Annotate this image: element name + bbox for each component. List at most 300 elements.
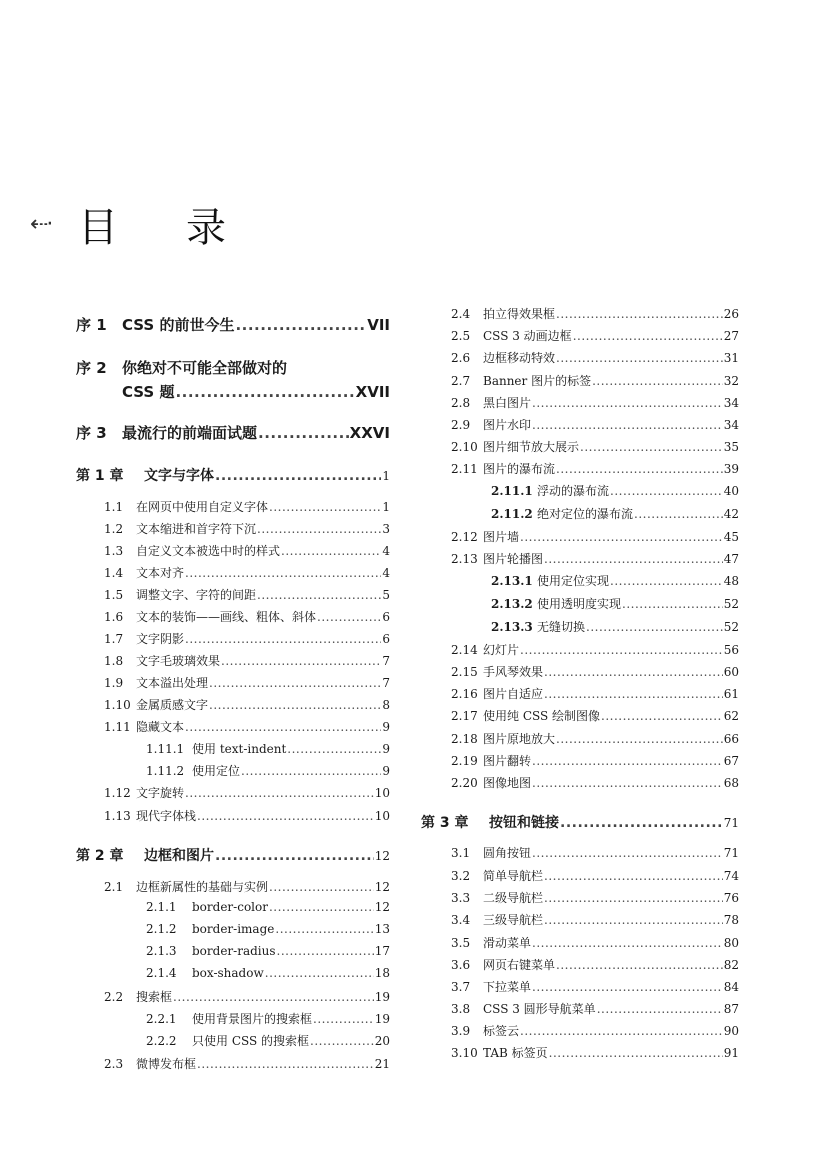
toc-entry-number: 第 1 章 xyxy=(76,468,124,484)
toc-entry-title: 图片自适应 xyxy=(483,687,544,701)
toc-entry-page: 4 xyxy=(382,544,390,558)
toc-entry-page: 4 xyxy=(382,566,390,580)
toc-entry-title: 标签云 xyxy=(483,1024,520,1038)
toc-leader-dots xyxy=(287,742,381,756)
toc-entry-number: 2.11 xyxy=(451,462,478,476)
toc-entry-page: 84 xyxy=(723,980,739,994)
toc-entry[interactable] xyxy=(104,878,390,895)
toc-leader-dots xyxy=(197,1057,374,1071)
toc-leader-dots xyxy=(556,351,723,365)
toc-entry-title: 按钮和链接 xyxy=(489,815,559,831)
toc-leader-dots xyxy=(580,440,723,454)
toc-entry[interactable] xyxy=(104,498,390,515)
toc-entry-title: 使用定位 xyxy=(192,764,241,778)
toc-entry-number: 2.2.1 xyxy=(146,1012,177,1026)
toc-entry-title: 黑白图片 xyxy=(483,396,532,410)
toc-entry[interactable] xyxy=(76,465,390,485)
toc-entry-page: 52 xyxy=(723,597,739,611)
toc-entry[interactable] xyxy=(104,542,390,559)
toc-entry[interactable] xyxy=(122,381,390,402)
toc-leader-dots xyxy=(185,720,381,734)
toc-entry-page: 56 xyxy=(723,643,739,657)
toc-entry-page: 34 xyxy=(723,418,739,432)
toc-entry-number: 1.6 xyxy=(104,610,124,624)
toc-entry[interactable] xyxy=(421,812,739,832)
toc-entry[interactable] xyxy=(451,889,739,906)
toc-entry[interactable] xyxy=(491,505,739,522)
toc-leader-dots xyxy=(549,1046,723,1060)
toc-entry[interactable] xyxy=(451,349,739,366)
toc-entry-title: 使用透明度实现 xyxy=(537,597,622,611)
toc-entry-title: 文本溢出处理 xyxy=(136,676,209,690)
toc-entry-page: 67 xyxy=(723,754,739,768)
toc-entry-number: 2.13.2 xyxy=(491,597,533,611)
toc-entry-title: 文本的装饰——画线、粗体、斜体 xyxy=(136,610,317,624)
toc-entry-title: 二级导航栏 xyxy=(483,891,544,905)
toc-entry-number: 2.20 xyxy=(451,776,478,790)
toc-leader-dots xyxy=(544,665,723,679)
toc-entry-page: 76 xyxy=(723,891,739,905)
toc-entry-number: 3.2 xyxy=(451,869,471,883)
toc-entry[interactable] xyxy=(76,314,390,335)
toc-entry-title: 图片水印 xyxy=(483,418,532,432)
toc-entry-number: 2.7 xyxy=(451,374,471,388)
toc-entry-page: XXVI xyxy=(349,424,390,442)
toc-entry-title: 使用背景图片的搜索框 xyxy=(192,1012,313,1026)
toc-entry-number: 2.11.1 xyxy=(491,484,533,498)
toc-entry-page: 7 xyxy=(382,676,390,690)
toc-leader-dots xyxy=(235,316,366,334)
toc-entry-page: 12 xyxy=(374,880,390,894)
toc-entry-number: 2.9 xyxy=(451,418,471,432)
toc-entry-page: 26 xyxy=(723,307,739,321)
toc-entry[interactable] xyxy=(146,900,390,914)
page-title xyxy=(30,196,294,253)
toc-entry[interactable] xyxy=(104,608,390,625)
toc-entry-number: 2.13.3 xyxy=(491,620,533,634)
toc-leader-dots xyxy=(544,913,723,927)
toc-leader-dots xyxy=(265,966,374,980)
toc-leader-dots xyxy=(209,676,381,690)
toc-entry[interactable] xyxy=(451,438,739,455)
toc-entry-title: 图片轮播图 xyxy=(483,552,544,566)
toc-entry-number: 2.2.2 xyxy=(146,1034,177,1048)
toc-entry-page: 6 xyxy=(382,610,390,624)
toc-entry-number: 1.2 xyxy=(104,522,124,536)
toc-entry-number: 3.10 xyxy=(451,1046,478,1060)
toc-entry-number: 序 2 xyxy=(76,359,107,377)
toc-entry[interactable] xyxy=(104,674,390,691)
toc-entry-number: 第 2 章 xyxy=(76,848,124,864)
toc-entry-page: 61 xyxy=(723,687,739,701)
toc-entry-number: 序 1 xyxy=(76,316,107,334)
toc-entry[interactable] xyxy=(451,978,739,995)
toc-entry-page: 47 xyxy=(723,552,739,566)
toc-entry-number: 2.5 xyxy=(451,329,471,343)
toc-entry[interactable] xyxy=(451,1044,739,1061)
toc-leader-dots xyxy=(532,418,723,432)
toc-leader-dots xyxy=(532,936,723,950)
toc-entry[interactable] xyxy=(76,357,390,378)
toc-entry-number: 3.7 xyxy=(451,980,471,994)
toc-leader-dots xyxy=(544,869,723,883)
toc-entry[interactable] xyxy=(104,696,390,713)
toc-entry-page: 40 xyxy=(723,484,739,498)
toc-entry-number: 3.3 xyxy=(451,891,471,905)
toc-entry-title: 圆角按钮 xyxy=(483,846,532,860)
toc-entry-title: 边框新属性的基础与实例 xyxy=(136,880,269,894)
toc-entry[interactable] xyxy=(451,528,739,545)
toc-entry[interactable] xyxy=(146,740,390,757)
toc-leader-dots xyxy=(556,732,723,746)
toc-leader-dots xyxy=(209,698,381,712)
toc-entry[interactable] xyxy=(146,966,390,980)
toc-entry-title: 使用 text-indent xyxy=(192,742,287,756)
toc-entry[interactable] xyxy=(451,550,739,567)
toc-entry-title: 图片的瀑布流 xyxy=(483,462,556,476)
toc-entry[interactable] xyxy=(451,327,739,344)
toc-entry-number: 2.2 xyxy=(104,990,124,1004)
toc-entry-page: 32 xyxy=(723,374,739,388)
toc-entry[interactable] xyxy=(451,1022,739,1039)
toc-entry-title: 文字与字体 xyxy=(144,468,214,484)
toc-entry-page: 9 xyxy=(382,764,390,778)
toc-entry-page: 35 xyxy=(723,440,739,454)
toc-entry-number: 序 3 xyxy=(76,424,107,442)
toc-entry-number: 2.12 xyxy=(451,530,478,544)
toc-entry-number: 2.19 xyxy=(451,754,478,768)
toc-entry-page: 10 xyxy=(374,809,390,823)
toc-entry-title: 微博发布框 xyxy=(136,1057,197,1071)
toc-entry-number: 1.13 xyxy=(104,809,131,823)
toc-entry-number: 1.1 xyxy=(104,500,124,514)
toc-leader-dots xyxy=(532,754,723,768)
toc-entry-title: 你绝对不可能全部做对的 xyxy=(122,359,288,377)
toc-entry-title: 使用纯 CSS 绘制图像 xyxy=(483,709,601,723)
toc-entry[interactable] xyxy=(451,867,739,884)
toc-entry[interactable] xyxy=(104,784,390,801)
toc-entry-title: 简单导航栏 xyxy=(483,869,544,883)
toc-entry-title: 图像地图 xyxy=(483,776,532,790)
toc-entry-page: 31 xyxy=(723,351,739,365)
toc-entry[interactable] xyxy=(451,752,739,769)
toc-leader-dots xyxy=(185,632,381,646)
toc-heading: 目录 xyxy=(78,205,294,251)
toc-entry-number: 2.14 xyxy=(451,643,478,657)
toc-entry-page: 17 xyxy=(374,944,390,958)
toc-leader-dots xyxy=(173,990,374,1004)
toc-leader-dots xyxy=(197,809,374,823)
toc-entry-title: 绝对定位的瀑布流 xyxy=(537,507,634,521)
toc-entry-title: CSS 的前世今生 xyxy=(122,316,235,334)
toc-entry-number: 3.1 xyxy=(451,846,471,860)
toc-entry[interactable] xyxy=(104,586,390,603)
toc-entry-number: 1.7 xyxy=(104,632,124,646)
toc-entry-number: 1.3 xyxy=(104,544,124,558)
toc-entry[interactable] xyxy=(451,663,739,680)
toc-entry-page: VII xyxy=(367,316,390,334)
toc-entry-page: 34 xyxy=(723,396,739,410)
toc-leader-dots xyxy=(257,588,381,602)
toc-entry-number: 1.12 xyxy=(104,786,131,800)
toc-entry-number: 2.11.2 xyxy=(491,507,533,521)
toc-leader-dots xyxy=(532,846,723,860)
toc-entry-number: 2.16 xyxy=(451,687,478,701)
toc-entry-number: 1.8 xyxy=(104,654,124,668)
toc-leader-dots xyxy=(573,329,723,343)
toc-leader-dots xyxy=(586,620,723,634)
toc-entry-page: 87 xyxy=(723,1002,739,1016)
toc-entry-page: 78 xyxy=(723,913,739,927)
toc-entry-page: 19 xyxy=(374,1012,390,1026)
toc-entry-page: 12 xyxy=(374,900,390,914)
toc-entry[interactable] xyxy=(104,630,390,647)
toc-entry-number: 3.4 xyxy=(451,913,471,927)
toc-entry-number: 2.8 xyxy=(451,396,471,410)
toc-entry-number: 1.5 xyxy=(104,588,124,602)
toc-entry[interactable] xyxy=(146,1010,390,1027)
toc-entry-page: 71 xyxy=(723,816,739,830)
toc-entry-title: box-shadow xyxy=(192,966,264,980)
toc-leader-dots xyxy=(215,848,374,864)
toc-entry-number: 1.11 xyxy=(104,720,131,734)
toc-leader-dots xyxy=(520,530,723,544)
toc-entry-page: 3 xyxy=(382,522,390,536)
toc-entry-title: 文字阴影 xyxy=(136,632,185,646)
toc-entry-number: 2.1.2 xyxy=(146,922,177,936)
toc-leader-dots xyxy=(597,1002,723,1016)
toc-entry-title: 边框和图片 xyxy=(144,848,214,864)
toc-leader-dots xyxy=(601,709,723,723)
toc-entry-page: 42 xyxy=(723,507,739,521)
toc-entry-number: 2.4 xyxy=(451,307,471,321)
toc-leader-dots xyxy=(215,468,381,484)
toc-entry-number: 1.10 xyxy=(104,698,131,712)
toc-leader-dots xyxy=(313,1012,374,1026)
toc-entry[interactable] xyxy=(76,845,390,865)
toc-entry-page: 91 xyxy=(723,1046,739,1060)
toc-entry-title: CSS 3 圆形导航菜单 xyxy=(483,1002,596,1016)
toc-leader-dots xyxy=(269,900,374,914)
toc-entry-page: 45 xyxy=(723,530,739,544)
toc-entry-page: 90 xyxy=(723,1024,739,1038)
toc-entry-title: 三级导航栏 xyxy=(483,913,544,927)
toc-leader-dots xyxy=(544,687,723,701)
toc-entry-number: 2.18 xyxy=(451,732,478,746)
toc-entry[interactable] xyxy=(491,482,739,499)
toc-entry-page: 80 xyxy=(723,936,739,950)
toc-entry-number: 2.17 xyxy=(451,709,478,723)
toc-entry[interactable] xyxy=(451,372,739,389)
toc-entry-number: 1.9 xyxy=(104,676,124,690)
toc-entry-page: 52 xyxy=(723,620,739,634)
toc-entry-title: 滑动菜单 xyxy=(483,936,532,950)
toc-entry-number: 第 3 章 xyxy=(421,815,469,831)
toc-entry-title: 图片原地放大 xyxy=(483,732,556,746)
toc-entry[interactable] xyxy=(104,652,390,669)
toc-entry[interactable] xyxy=(146,1032,390,1049)
toc-entry-page: 74 xyxy=(723,869,739,883)
toc-entry-page: 10 xyxy=(374,786,390,800)
toc-entry-title: border-image xyxy=(192,922,275,936)
toc-entry-number: 3.6 xyxy=(451,958,471,972)
toc-entry-title: CSS 3 动画边框 xyxy=(483,329,572,343)
toc-entry-title: 在网页中使用自定义字体 xyxy=(136,500,269,514)
toc-entry-number: 1.4 xyxy=(104,566,124,580)
toc-entry-title: border-radius xyxy=(192,944,276,958)
toc-entry-title: border-color xyxy=(192,900,268,914)
toc-entry-number: 2.1 xyxy=(104,880,124,894)
toc-leader-dots xyxy=(532,776,723,790)
toc-entry-number: 2.10 xyxy=(451,440,478,454)
toc-entry-number: 3.9 xyxy=(451,1024,471,1038)
toc-entry-number: 2.3 xyxy=(104,1057,124,1071)
toc-entry-page: 21 xyxy=(374,1057,390,1071)
toc-entry[interactable] xyxy=(451,416,739,433)
toc-entry-number: 2.13.1 xyxy=(491,574,533,588)
toc-entry-page: 66 xyxy=(723,732,739,746)
toc-entry[interactable] xyxy=(104,718,390,735)
toc-entry-page: 6 xyxy=(382,632,390,646)
toc-leader-dots xyxy=(281,544,381,558)
toc-entry-title: Banner 图片的标签 xyxy=(483,374,592,388)
toc-entry[interactable] xyxy=(451,707,739,724)
toc-entry-title: 金属质感文字 xyxy=(136,698,209,712)
toc-entry-title: 文本对齐 xyxy=(136,566,185,580)
toc-entry-title: 拍立得效果框 xyxy=(483,307,556,321)
toc-entry[interactable] xyxy=(146,762,390,779)
toc-leader-dots xyxy=(175,383,354,401)
toc-entry-page: 48 xyxy=(723,574,739,588)
toc-leader-dots xyxy=(610,484,723,498)
toc-entry-number: 3.5 xyxy=(451,936,471,950)
toc-leader-dots xyxy=(257,522,381,536)
toc-entry[interactable] xyxy=(451,911,739,928)
toc-entry-title: 图片墙 xyxy=(483,530,520,544)
toc-entry[interactable] xyxy=(491,595,739,612)
toc-leader-dots xyxy=(592,374,723,388)
toc-entry-page: 1 xyxy=(382,500,390,514)
toc-entry-page: 5 xyxy=(382,588,390,602)
toc-leader-dots xyxy=(560,815,723,831)
toc-entry-title: 边框移动特效 xyxy=(483,351,556,365)
toc-leader-dots xyxy=(520,1024,723,1038)
toc-entry-title: 只使用 CSS 的搜索框 xyxy=(192,1034,310,1048)
toc-entry[interactable] xyxy=(451,394,739,411)
toc-leader-dots xyxy=(221,654,381,668)
toc-entry-title: 手风琴效果 xyxy=(483,665,544,679)
toc-entry-title: 使用定位实现 xyxy=(537,574,610,588)
toc-leader-dots xyxy=(241,764,381,778)
toc-entry-number: 2.1.3 xyxy=(146,944,177,958)
toc-entry-page: 7 xyxy=(382,654,390,668)
toc-entry[interactable] xyxy=(104,520,390,537)
toc-leader-dots xyxy=(275,922,373,936)
toc-entry[interactable] xyxy=(451,685,739,702)
toc-entry-number: 2.6 xyxy=(451,351,471,365)
toc-entry[interactable] xyxy=(451,956,739,973)
toc-entry-number: 2.1.1 xyxy=(146,900,177,914)
toc-leader-dots xyxy=(258,424,349,442)
toc-entry-number: 1.11.2 xyxy=(146,764,185,778)
toc-entry[interactable] xyxy=(491,572,739,589)
toc-leader-dots xyxy=(544,891,723,905)
toc-entry-title: 文本缩进和首字符下沉 xyxy=(136,522,257,536)
toc-leader-dots xyxy=(532,396,723,410)
toc-entry-page: 19 xyxy=(374,990,390,1004)
toc-entry-page: 62 xyxy=(723,709,739,723)
toc-entry[interactable] xyxy=(146,944,390,958)
toc-entry-title: 图片翻转 xyxy=(483,754,532,768)
toc-entry[interactable] xyxy=(491,618,739,635)
toc-entry-title: 网页右键菜单 xyxy=(483,958,556,972)
toc-entry[interactable] xyxy=(451,1000,739,1017)
toc-entry[interactable] xyxy=(451,460,739,477)
toc-entry-title: 调整文字、字符的间距 xyxy=(136,588,257,602)
toc-entry[interactable] xyxy=(104,564,390,581)
toc-leader-dots xyxy=(520,643,723,657)
toc-entry[interactable] xyxy=(451,305,739,322)
toc-entry-page: 82 xyxy=(723,958,739,972)
toc-entry[interactable] xyxy=(76,422,390,443)
toc-entry-page: 1 xyxy=(382,469,390,483)
toc-entry[interactable] xyxy=(451,641,739,658)
toc-leader-dots xyxy=(556,958,723,972)
toc-entry-page: 71 xyxy=(723,846,739,860)
toc-entry-page: 68 xyxy=(723,776,739,790)
toc-entry-number: 2.15 xyxy=(451,665,478,679)
toc-entry[interactable] xyxy=(451,774,739,791)
toc-entry[interactable] xyxy=(104,1055,390,1072)
toc-entry-page: XVII xyxy=(355,383,390,401)
toc-entry-title: 最流行的前端面试题 xyxy=(122,424,258,442)
toc-entry-page: 12 xyxy=(374,849,390,863)
toc-entry-title: 搜索框 xyxy=(136,990,173,1004)
toc-leader-dots xyxy=(185,786,374,800)
toc-leader-dots xyxy=(310,1034,374,1048)
toc-entry-title: 自定义文本被选中时的样式 xyxy=(136,544,281,558)
toc-entry[interactable] xyxy=(146,922,390,936)
toc-leader-dots xyxy=(556,462,723,476)
toc-entry-title: 无缝切换 xyxy=(537,620,586,634)
toc-entry-page: 8 xyxy=(382,698,390,712)
toc-entry[interactable] xyxy=(451,844,739,861)
toc-entry-page: 20 xyxy=(374,1034,390,1048)
toc-leader-dots xyxy=(185,566,381,580)
toc-entry-title: 现代字体栈 xyxy=(136,809,197,823)
toc-entry[interactable] xyxy=(104,807,390,824)
toc-entry-title: 文字毛玻璃效果 xyxy=(136,654,221,668)
toc-entry-page: 18 xyxy=(374,966,390,980)
toc-entry[interactable] xyxy=(104,988,390,1005)
toc-entry-page: 13 xyxy=(374,922,390,936)
toc-entry-title: 隐藏文本 xyxy=(136,720,185,734)
toc-entry-title: 下拉菜单 xyxy=(483,980,532,994)
toc-entry-page: 9 xyxy=(382,720,390,734)
toc-entry-title: CSS 题 xyxy=(122,383,175,401)
toc-entry-number: 2.1.4 xyxy=(146,966,177,980)
toc-entry-number: 1.11.1 xyxy=(146,742,185,756)
toc-entry-page: 60 xyxy=(723,665,739,679)
toc-leader-dots xyxy=(622,597,723,611)
toc-leader-dots xyxy=(532,980,723,994)
toc-entry[interactable] xyxy=(451,934,739,951)
toc-entry-title: 幻灯片 xyxy=(483,643,520,657)
toc-entry[interactable] xyxy=(451,730,739,747)
toc-leader-dots xyxy=(269,500,381,514)
toc-entry-title: 浮动的瀑布流 xyxy=(537,484,610,498)
toc-leader-dots xyxy=(610,574,723,588)
